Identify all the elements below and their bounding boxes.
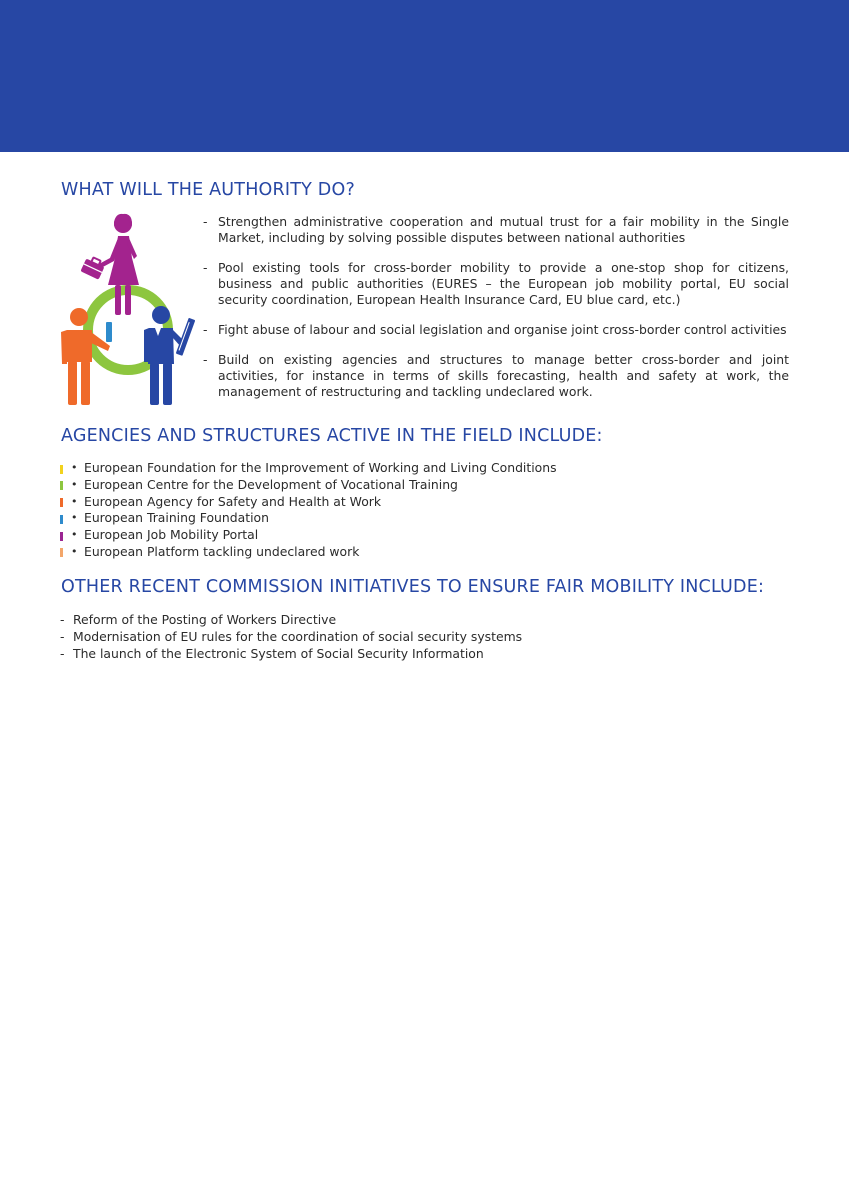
bullet-marker: • [71,544,78,558]
dash-marker: - [203,352,208,367]
agency-name: European Foundation for the Improvement of Working and Living Conditions [84,460,557,475]
heading-agencies: AGENCIES AND STRUCTURES ACTIVE IN THE FIELD INCLUDE: [61,426,603,446]
task-text: Pool existing tools for cross-border mobility to provide a one-stop shop for citizens, business and public authorities (EURES – the European job mobility portal, EU social security coordination, European Health Insurance Card, EU blue card, etc.) [218,260,789,307]
list-item [203,322,789,338]
bullet-marker: • [71,494,78,508]
list-item [203,214,789,246]
people-mobility-illustration [58,212,198,410]
initiative-text: Reform of the Posting of Workers Directive [73,612,337,627]
bullet-marker: • [71,511,78,525]
initiative-list [60,612,522,662]
bullet-marker: • [71,461,78,474]
list-item [203,352,789,400]
dash-marker: - [60,612,65,627]
task-text: Fight abuse of labour and social legislation and organise joint cross-border control activities [218,322,787,337]
agency-name: European Agency for Safety and Health at Work [84,493,382,509]
list-item [60,646,522,663]
task-text: Build on existing agencies and structures to manage better cross-border and joint activities, for instance in terms of skills forecasting, health and safety at work, the management of restructuring and tackling undeclared work. [218,352,789,399]
dash-marker: - [203,214,208,229]
dash-marker: - [203,260,208,275]
dash-marker: - [203,322,208,337]
header-banner [0,0,849,152]
list-item [60,629,522,646]
heading-authority: WHAT WILL THE AUTHORITY DO? [61,180,355,200]
dash-marker: - [60,645,65,661]
list-item [60,612,522,629]
card-icon [106,322,112,342]
color-bar [60,465,63,474]
bullet-marker: • [71,477,78,491]
agency-name: European Job Mobility Portal [84,527,259,543]
agency-name: European Platform tackling undeclared work [84,543,360,559]
color-bar [60,481,63,490]
color-bar [60,532,63,541]
initiative-text: Modernisation of EU rules for the coordination of social security systems [73,628,523,644]
agency-name: European Training Foundation [84,510,269,526]
bullet-marker: • [71,528,78,542]
color-bar [60,498,63,507]
task-text: Strengthen administrative cooperation and mutual trust for a fair mobility in the Single Market, including by solving possible disputes between national authorities [218,214,789,245]
dash-marker: - [60,628,65,644]
authority-task-list [203,214,789,414]
initiative-text: The launch of the Electronic System of Social Security Information [73,645,484,661]
color-bar [60,548,63,557]
color-bar [60,515,63,524]
list-item [203,260,789,308]
heading-initiatives: OTHER RECENT COMMISSION INITIATIVES TO ENSURE FAIR MOBILITY INCLUDE: [61,577,765,597]
agency-name: European Centre for the Development of Vocational Training [84,476,458,492]
